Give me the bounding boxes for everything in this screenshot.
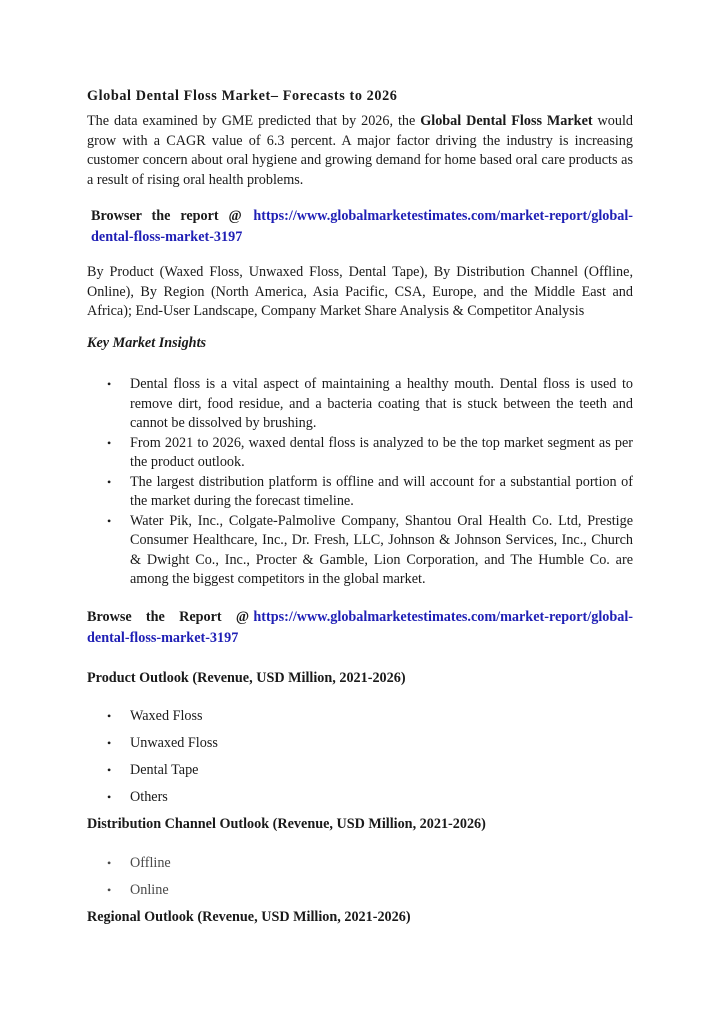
- bullet-icon: •: [107, 790, 112, 804]
- distribution-outlook-list: [87, 850, 633, 904]
- bullet-icon: •: [107, 882, 112, 897]
- list-item: [87, 375, 633, 434]
- list-item: [87, 757, 633, 784]
- list-item: [87, 703, 633, 730]
- list-item: [87, 850, 633, 877]
- list-item-text: From 2021 to 2026, waxed dental floss is analyzed to be the top market segment as per the product outlook.: [130, 434, 633, 470]
- product-outlook-heading: Product Outlook (Revenue, USD Million, 2021-2026): [87, 669, 406, 686]
- bullet-icon: •: [107, 709, 112, 723]
- report-link-2[interactable]: https://www.globalmarketestimates.com/market-report/global-dental-floss-market-3197: [87, 608, 634, 646]
- intro-text-before: The data examined by GME predicted that by 2026, the: [87, 113, 421, 129]
- list-item: [87, 784, 633, 811]
- list-item: [87, 473, 633, 512]
- list-item-text: Waxed Floss: [130, 708, 203, 724]
- bullet-icon: •: [107, 377, 112, 391]
- bullet-icon: •: [107, 435, 112, 450]
- list-item: [87, 512, 633, 590]
- bullet-icon: •: [107, 736, 112, 750]
- report-link-1[interactable]: https://www.globalmarketestimates.com/market-report/global-dental-floss-market-3197: [91, 208, 634, 245]
- list-item-text: Others: [130, 789, 168, 805]
- intro-text-after: would grow with a CAGR value of 6.3 percent. A major factor driving the industry is increasing customer concern about oral hygiene and growing demand for home based oral care products as a result of rising oral health problems.: [87, 113, 633, 188]
- list-item-text: Offline: [130, 854, 171, 871]
- list-item-text: Water Pik, Inc., Colgate-Palmolive Company, Shantou Oral Health Co. Ltd, Prestige Consumer Healthcare, Inc., Dr. Fresh, LLC, Johnson & Johnson Services, Inc., Church & Dwight Co., Inc., Procter & Gamble, Lion Corporation, and The Humble Co. are among the biggest competitors in the global market.: [130, 512, 633, 587]
- distribution-outlook-heading: Distribution Channel Outlook (Revenue, USD Million, 2021-2026): [87, 816, 486, 832]
- bullet-icon: •: [107, 513, 112, 528]
- list-item-text: Online: [130, 881, 169, 898]
- bullet-icon: •: [107, 855, 112, 870]
- segments-paragraph: By Product (Waxed Floss, Unwaxed Floss, Dental Tape), By Distribution Channel (Offline, Online), By Region (North America, Asia Pacific, CSA, Europe, and the Middle East and Africa); End-User Landscape, Company Market Share Analysis & Competitor Analysis: [87, 264, 633, 319]
- intro-market-name: Global Dental Floss Market: [420, 113, 593, 129]
- bullet-icon: •: [107, 763, 112, 777]
- browse-label-1: Browser the report @: [91, 208, 242, 224]
- list-item-text: Dental Tape: [130, 762, 199, 778]
- product-outlook-list: [87, 703, 633, 811]
- key-insights-list: [87, 375, 633, 590]
- browse-report-line-2: [87, 607, 633, 649]
- intro-paragraph: [87, 112, 633, 190]
- list-item: [87, 877, 633, 904]
- document-page: [87, 86, 633, 927]
- list-item-text: Dental floss is a vital aspect of maintaining a healthy mouth. Dental floss is used to remove dirt, food residue, and a bacteria coating that is stuck between the teeth and cannot be dissolved by brushing.: [130, 376, 633, 431]
- document-title: Global Dental Floss Market– Forecasts to 2026: [87, 88, 398, 104]
- list-item: [87, 730, 633, 757]
- regional-outlook-heading: Regional Outlook (Revenue, USD Million, 2021-2026): [87, 908, 411, 925]
- list-item-text: The largest distribution platform is offline and will account for a substantial portion of the market during the forecast timeline.: [130, 473, 633, 509]
- list-item: [87, 434, 633, 473]
- list-item-text: Unwaxed Floss: [130, 735, 218, 751]
- key-insights-heading: Key Market Insights: [87, 334, 207, 351]
- bullet-icon: •: [107, 474, 112, 489]
- browse-label-2: Browse the Report @: [87, 608, 250, 625]
- browse-report-line-1: [87, 206, 633, 248]
